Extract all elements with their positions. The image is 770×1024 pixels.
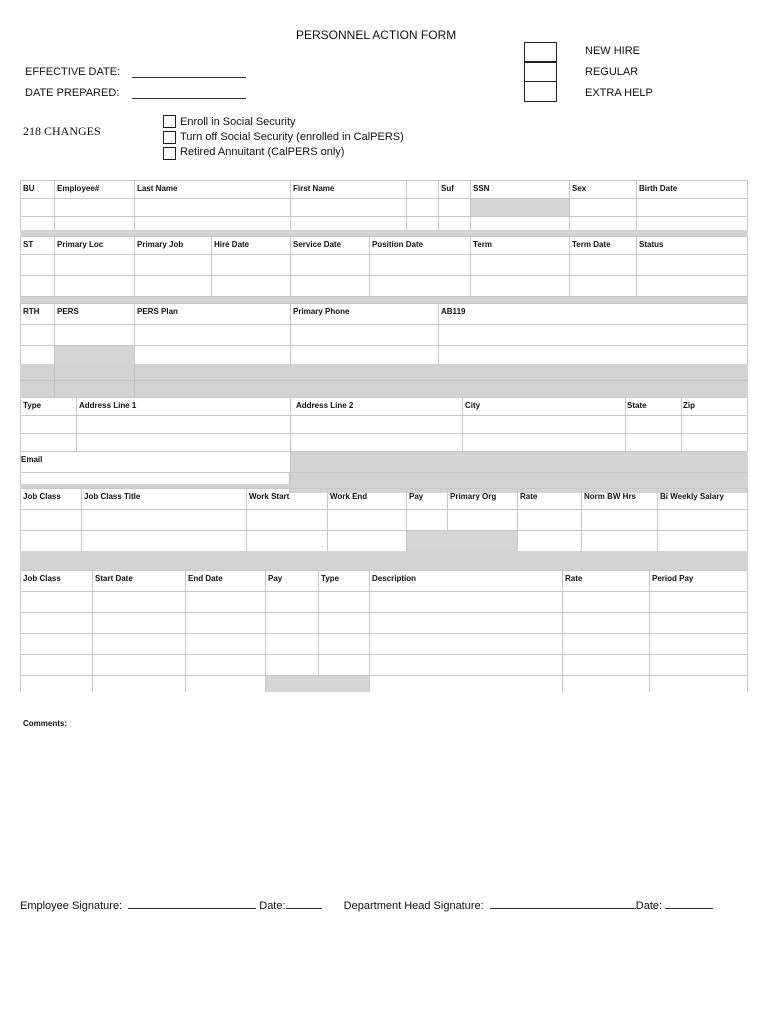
col-ssn: SSN xyxy=(473,184,490,193)
table-row[interactable] xyxy=(20,633,748,654)
table-row[interactable] xyxy=(20,198,748,216)
enroll-ss-label: Enroll in Social Security xyxy=(180,116,296,128)
date-prepared-label: DATE PREPARED: xyxy=(25,87,120,99)
table-header-row xyxy=(20,570,748,591)
col-job-class-title: Job Class Title xyxy=(84,492,141,501)
table-row[interactable] xyxy=(20,654,748,675)
table-header-row xyxy=(20,236,748,254)
signature-line xyxy=(20,900,713,912)
col-job-class: Job Class xyxy=(23,574,61,583)
pay-detail-table xyxy=(20,570,748,692)
employee-signature-field[interactable] xyxy=(128,907,256,909)
section-divider xyxy=(20,364,748,397)
date-label-2: Date: xyxy=(635,900,663,912)
regular-label: REGULAR xyxy=(585,66,639,78)
col-term-date: Term Date xyxy=(572,240,611,249)
col-status: Status xyxy=(639,240,664,249)
col-city: City xyxy=(465,401,481,410)
table-row[interactable] xyxy=(20,275,748,296)
col-suf: Suf xyxy=(441,184,454,193)
col-service-date: Service Date xyxy=(293,240,342,249)
col-primary-phone: Primary Phone xyxy=(293,307,350,316)
col-employee-number: Employee# xyxy=(57,184,100,193)
table-header-row xyxy=(20,303,748,324)
col-type: Type xyxy=(321,574,340,583)
col-pay: Pay xyxy=(409,492,424,501)
col-type: Type xyxy=(23,401,42,410)
col-rate: Rate xyxy=(565,574,583,583)
col-bu: BU xyxy=(23,184,35,193)
table-row[interactable] xyxy=(20,415,748,433)
table-header-row xyxy=(20,397,748,415)
col-first-name: First Name xyxy=(293,184,335,193)
col-sex: Sex xyxy=(572,184,587,193)
date-prepared-field[interactable] xyxy=(132,98,246,99)
col-st: ST xyxy=(23,240,34,249)
section-divider xyxy=(20,551,748,570)
employee-date-field[interactable] xyxy=(286,907,322,909)
col-address-line-2: Address Line 2 xyxy=(296,401,354,410)
table-row[interactable] xyxy=(20,509,748,530)
form-title: PERSONNEL ACTION FORM xyxy=(296,28,457,42)
col-position-date: Position Date xyxy=(372,240,424,249)
effective-date-field[interactable] xyxy=(132,77,246,78)
dept-head-signature-field[interactable] xyxy=(490,907,636,909)
job-table xyxy=(20,488,748,552)
enroll-ss-checkbox[interactable] xyxy=(163,115,176,128)
new-hire-label: NEW HIRE xyxy=(585,45,640,57)
col-bi-weekly-salary: Bi Weekly Salary xyxy=(660,492,724,501)
col-zip: Zip xyxy=(683,401,695,410)
extra-help-label: EXTRA HELP xyxy=(585,87,653,99)
col-primary-org: Primary Org xyxy=(450,492,497,501)
retired-annuitant-checkbox[interactable] xyxy=(163,147,176,160)
table-row[interactable] xyxy=(20,433,748,451)
employee-id-table xyxy=(20,180,748,235)
col-work-start: Work Start xyxy=(249,492,290,501)
effective-date-label: EFFECTIVE DATE: xyxy=(25,66,121,78)
retired-annuitant-label: Retired Annuitant (CalPERS only) xyxy=(180,146,345,158)
address-table xyxy=(20,397,748,493)
benefits-table xyxy=(20,303,748,366)
turn-off-ss-label: Turn off Social Security (enrolled in CalPERS) xyxy=(180,131,404,143)
comments-area[interactable] xyxy=(20,732,748,882)
col-description: Description xyxy=(372,574,417,583)
col-rate: Rate xyxy=(520,492,538,501)
table-row[interactable] xyxy=(20,345,748,366)
comments-label: Comments: xyxy=(23,719,68,728)
col-address-line-1: Address Line 1 xyxy=(79,401,137,410)
changes-label: 218 CHANGES xyxy=(23,124,101,138)
col-state: State xyxy=(627,401,647,410)
table-row[interactable] xyxy=(20,254,748,275)
date-label-1: Date: xyxy=(259,900,286,912)
col-end-date: End Date xyxy=(188,574,223,583)
col-hire-date: Hire Date xyxy=(214,240,250,249)
col-ab119: AB119 xyxy=(441,307,466,316)
col-job-class: Job Class xyxy=(23,492,61,501)
col-rth: RTH xyxy=(23,307,40,316)
new-hire-checkbox[interactable] xyxy=(524,42,557,63)
extra-help-checkbox[interactable] xyxy=(524,81,557,102)
col-primary-job: Primary Job xyxy=(137,240,184,249)
table-row[interactable] xyxy=(20,612,748,633)
col-period-pay: Period Pay xyxy=(652,574,694,583)
table-row[interactable] xyxy=(20,591,748,612)
table-row[interactable] xyxy=(20,675,748,692)
col-work-end: Work End xyxy=(330,492,368,501)
col-birth-date: Birth Date xyxy=(639,184,678,193)
col-pay: Pay xyxy=(268,574,283,583)
table-header-row xyxy=(20,488,748,509)
table-header-row xyxy=(20,180,748,198)
col-pers-plan: PERS Plan xyxy=(137,307,178,316)
col-start-date: Start Date xyxy=(95,574,133,583)
employment-table xyxy=(20,236,748,297)
col-primary-loc: Primary Loc xyxy=(57,240,104,249)
turn-off-ss-checkbox[interactable] xyxy=(163,131,176,144)
email-label: Email xyxy=(21,455,43,464)
col-pers: PERS xyxy=(57,307,79,316)
col-term: Term xyxy=(473,240,492,249)
employee-signature-label: Employee Signature: xyxy=(20,900,123,912)
regular-checkbox[interactable] xyxy=(524,61,557,82)
dept-head-date-field[interactable] xyxy=(665,907,713,909)
col-norm-bw-hrs: Norm BW Hrs xyxy=(584,492,637,501)
col-last-name: Last Name xyxy=(137,184,178,193)
dept-head-signature-label: Department Head Signature: xyxy=(343,900,484,912)
table-row[interactable] xyxy=(20,530,748,551)
table-row[interactable] xyxy=(20,324,748,345)
email-row xyxy=(20,451,748,472)
